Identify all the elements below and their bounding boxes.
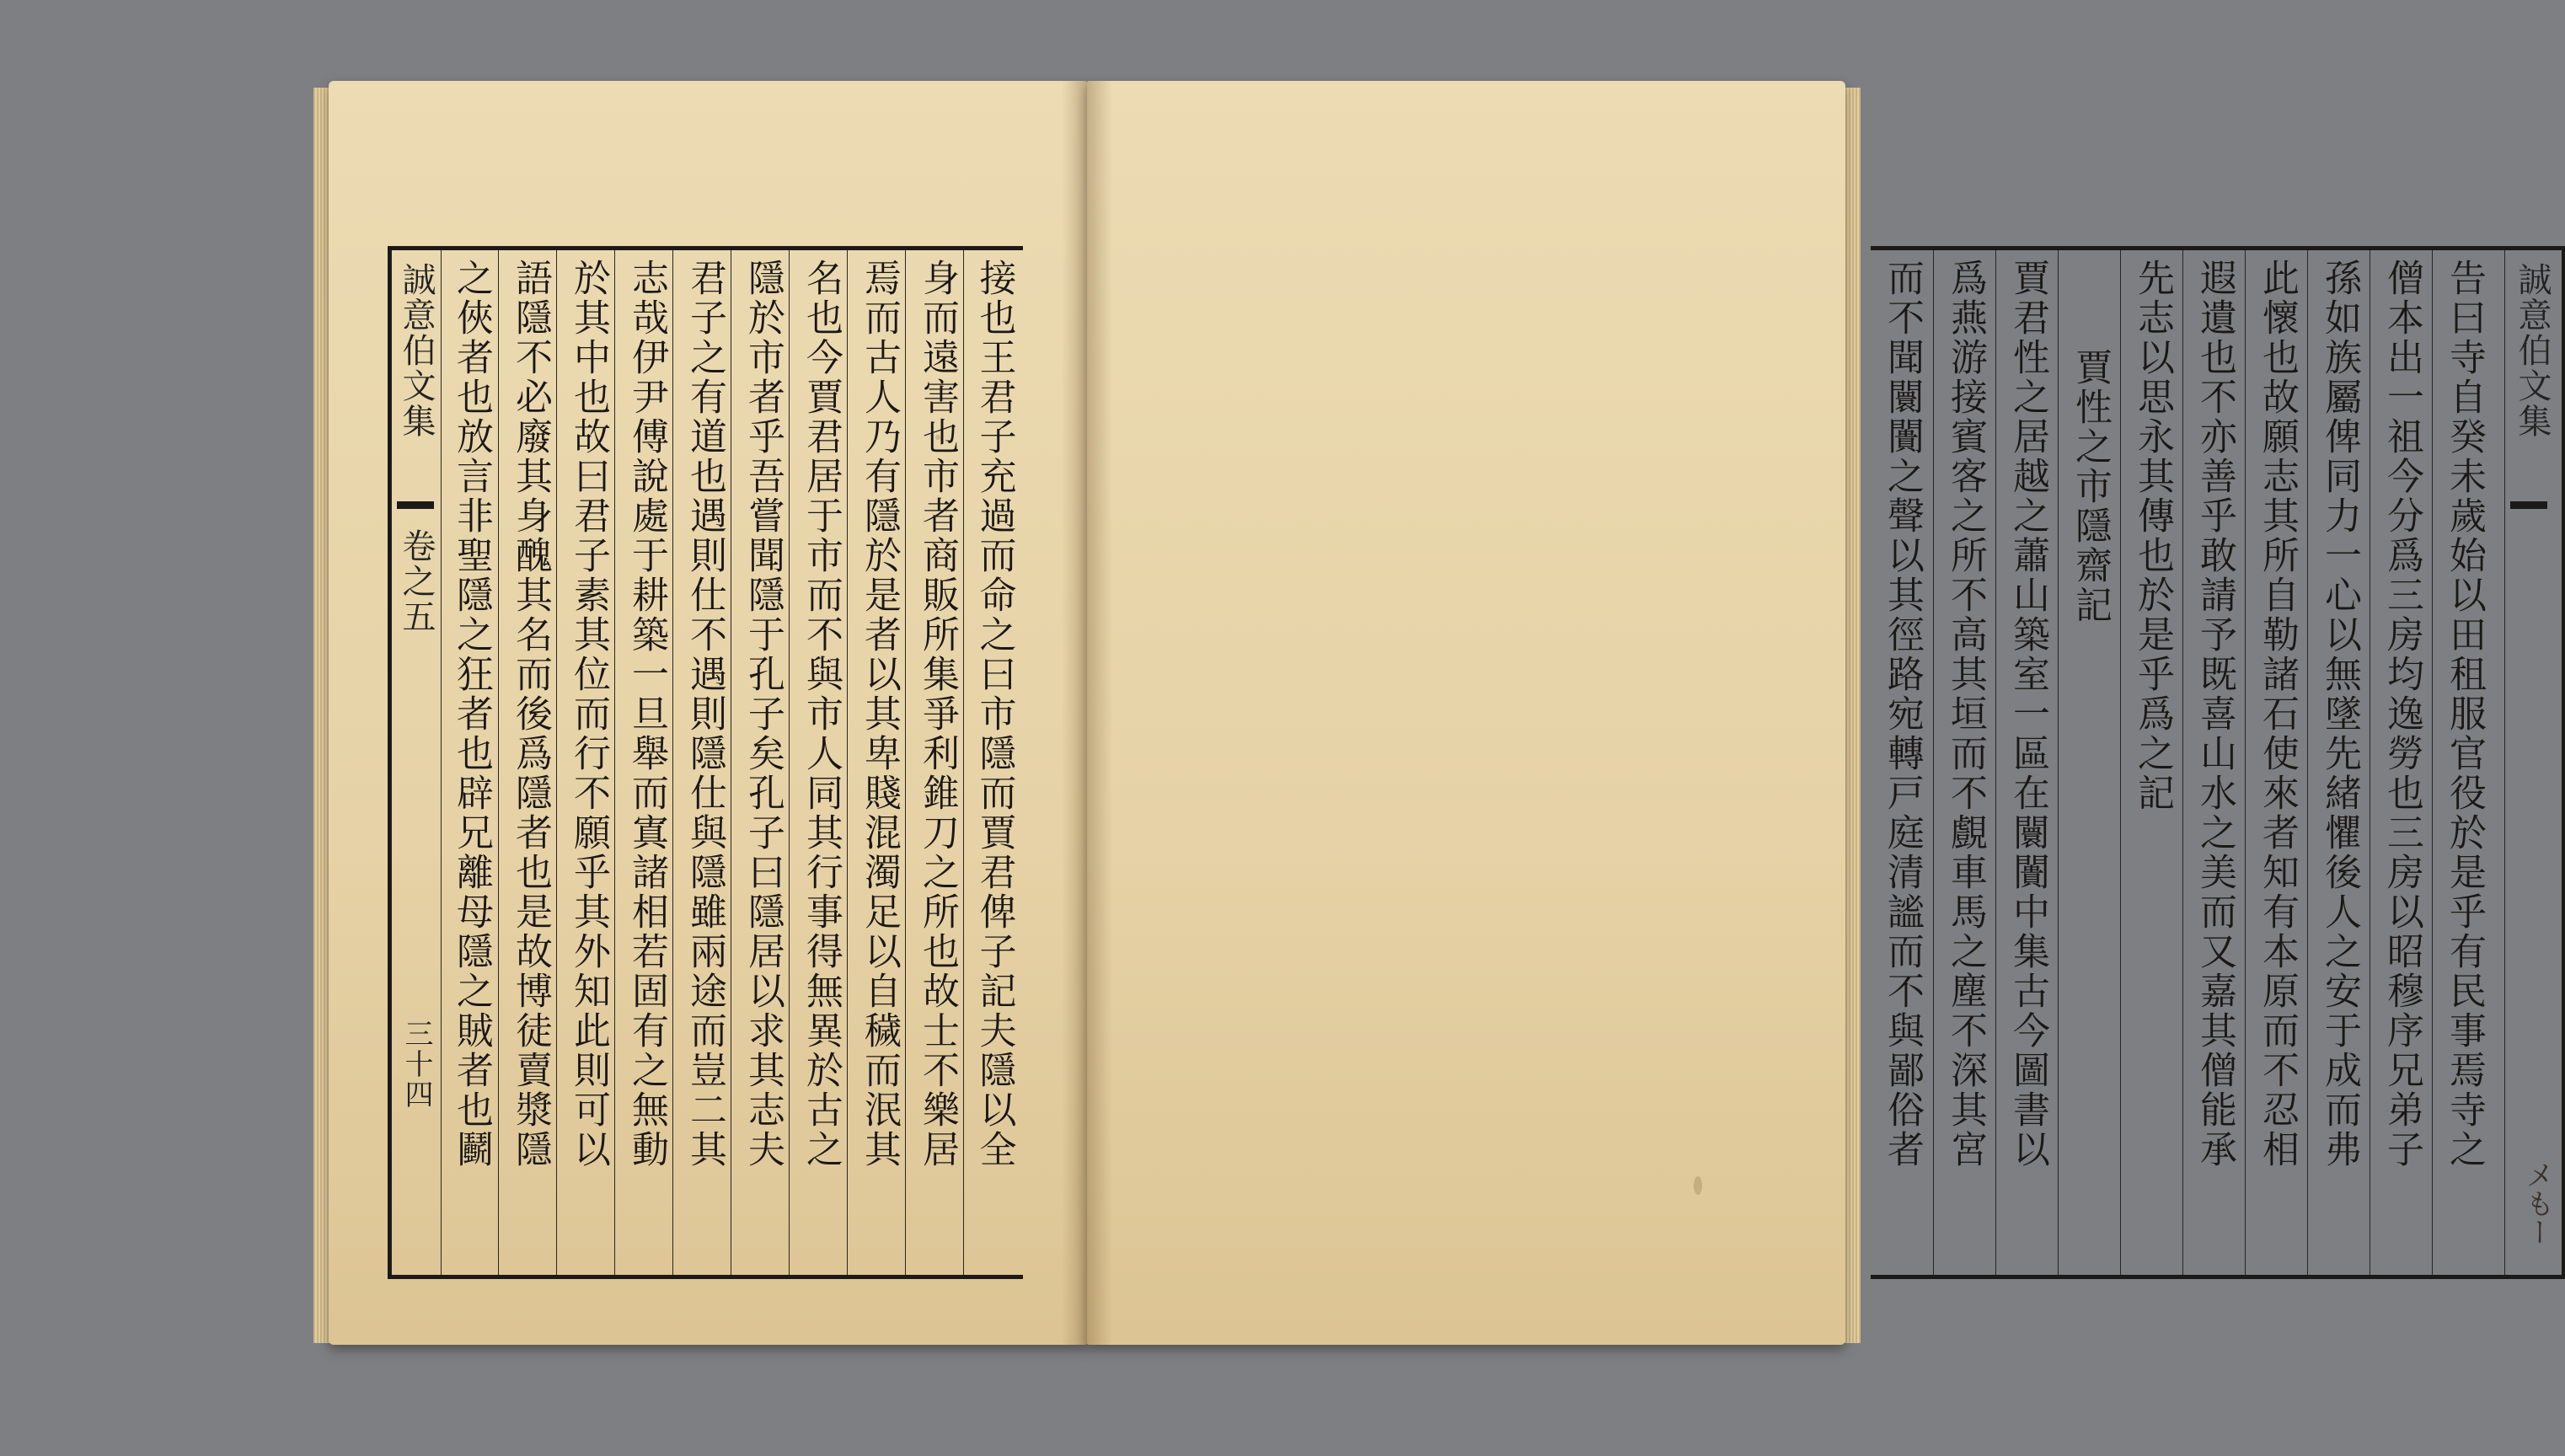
left-banxin [391,250,442,1275]
paper-stain [935,435,940,440]
paper-stain [1694,1176,1702,1195]
page-number: 三十四 [399,1019,433,1110]
juan-label: 卷之五 [397,528,436,634]
text-column: 僧本出一祖今分爲三房均逸勞也三房以昭穆序兄弟子 [2370,250,2433,1275]
text-column: 告曰寺自癸未歲始以田租服官役於是乎有民事焉寺之 [2432,250,2495,1275]
text-column: 語隱不必廢其身醜其名而後爲隱者也是故博徒賣漿隱 [498,250,561,1275]
text-column: 焉而古人乃有隱於是者以其卑賤混濁足以自穢而泯其 [847,250,910,1275]
text-column: 先志以思永其傳也於是乎爲之記 [2120,250,2183,1275]
right-banxin [2504,250,2559,1275]
fishtail-mark [397,501,434,519]
left-page [329,81,1087,1345]
text-column: 賈君性之居越之蕭山築室一區在闤闠中集古今圖書以 [1995,250,2059,1275]
text-column: 遐遺也不亦善乎敢請予既喜山水之美而又嘉其僧能承 [2182,250,2246,1275]
text-column: 孫如族屬俾同力一心以無墜先緒懼後人之安于成而弗 [2307,250,2370,1275]
left-text-frame [388,246,1023,1279]
text-column: 身而遠害也市者商販所集爭利錐刀之所也故士不樂居 [905,250,968,1275]
text-column: 志哉伊尹傅說處于耕築一旦舉而寘諸相若固有之無動 [614,250,677,1275]
text-column: 於其中也故曰君子素其位而行不願乎其外知此則可以 [556,250,619,1275]
right-text-frame [1871,246,2565,1279]
fishtail-mark [2510,501,2547,519]
book-title: 誠意伯文集 [397,262,436,439]
text-column: 隱於市者乎吾嘗聞隱于孔子矣孔子曰隱居以求其志夫 [731,250,794,1275]
text-column: 此懷也故願志其所自勒諸石使來者知有本原而不忍相 [2245,250,2308,1275]
text-column: 之俠者也放言非聖隱之狂者也辟兄離母隱之賊者也鬬 [450,259,493,1170]
right-page [1087,81,2554,1345]
text-column [2058,250,2121,1275]
handwritten-note: メもー [2520,1160,2554,1246]
text-column: 接也王君子充過而命之曰市隱而賈君俾子記夫隱以全 [963,250,1024,1275]
text-column: 而不聞闤闠之聲以其徑路宛轉戸庭清謐而不與鄙俗者 [1881,259,1924,1170]
book-title: 誠意伯文集 [2513,262,2552,439]
open-book [320,81,2554,1362]
text-column: 名也今賈君居于市而不與市人同其行事得無異於古之 [789,250,852,1275]
text-column: 君子之有道也遇則仕不遇則隱仕與隱雖兩途而豈二其 [672,250,736,1275]
text-column: 爲燕游接賓客之所不高其垣而不覻車馬之塵不深其宮 [1933,250,1996,1275]
essay-title: 賈性之市隱齋記 [2069,348,2112,625]
